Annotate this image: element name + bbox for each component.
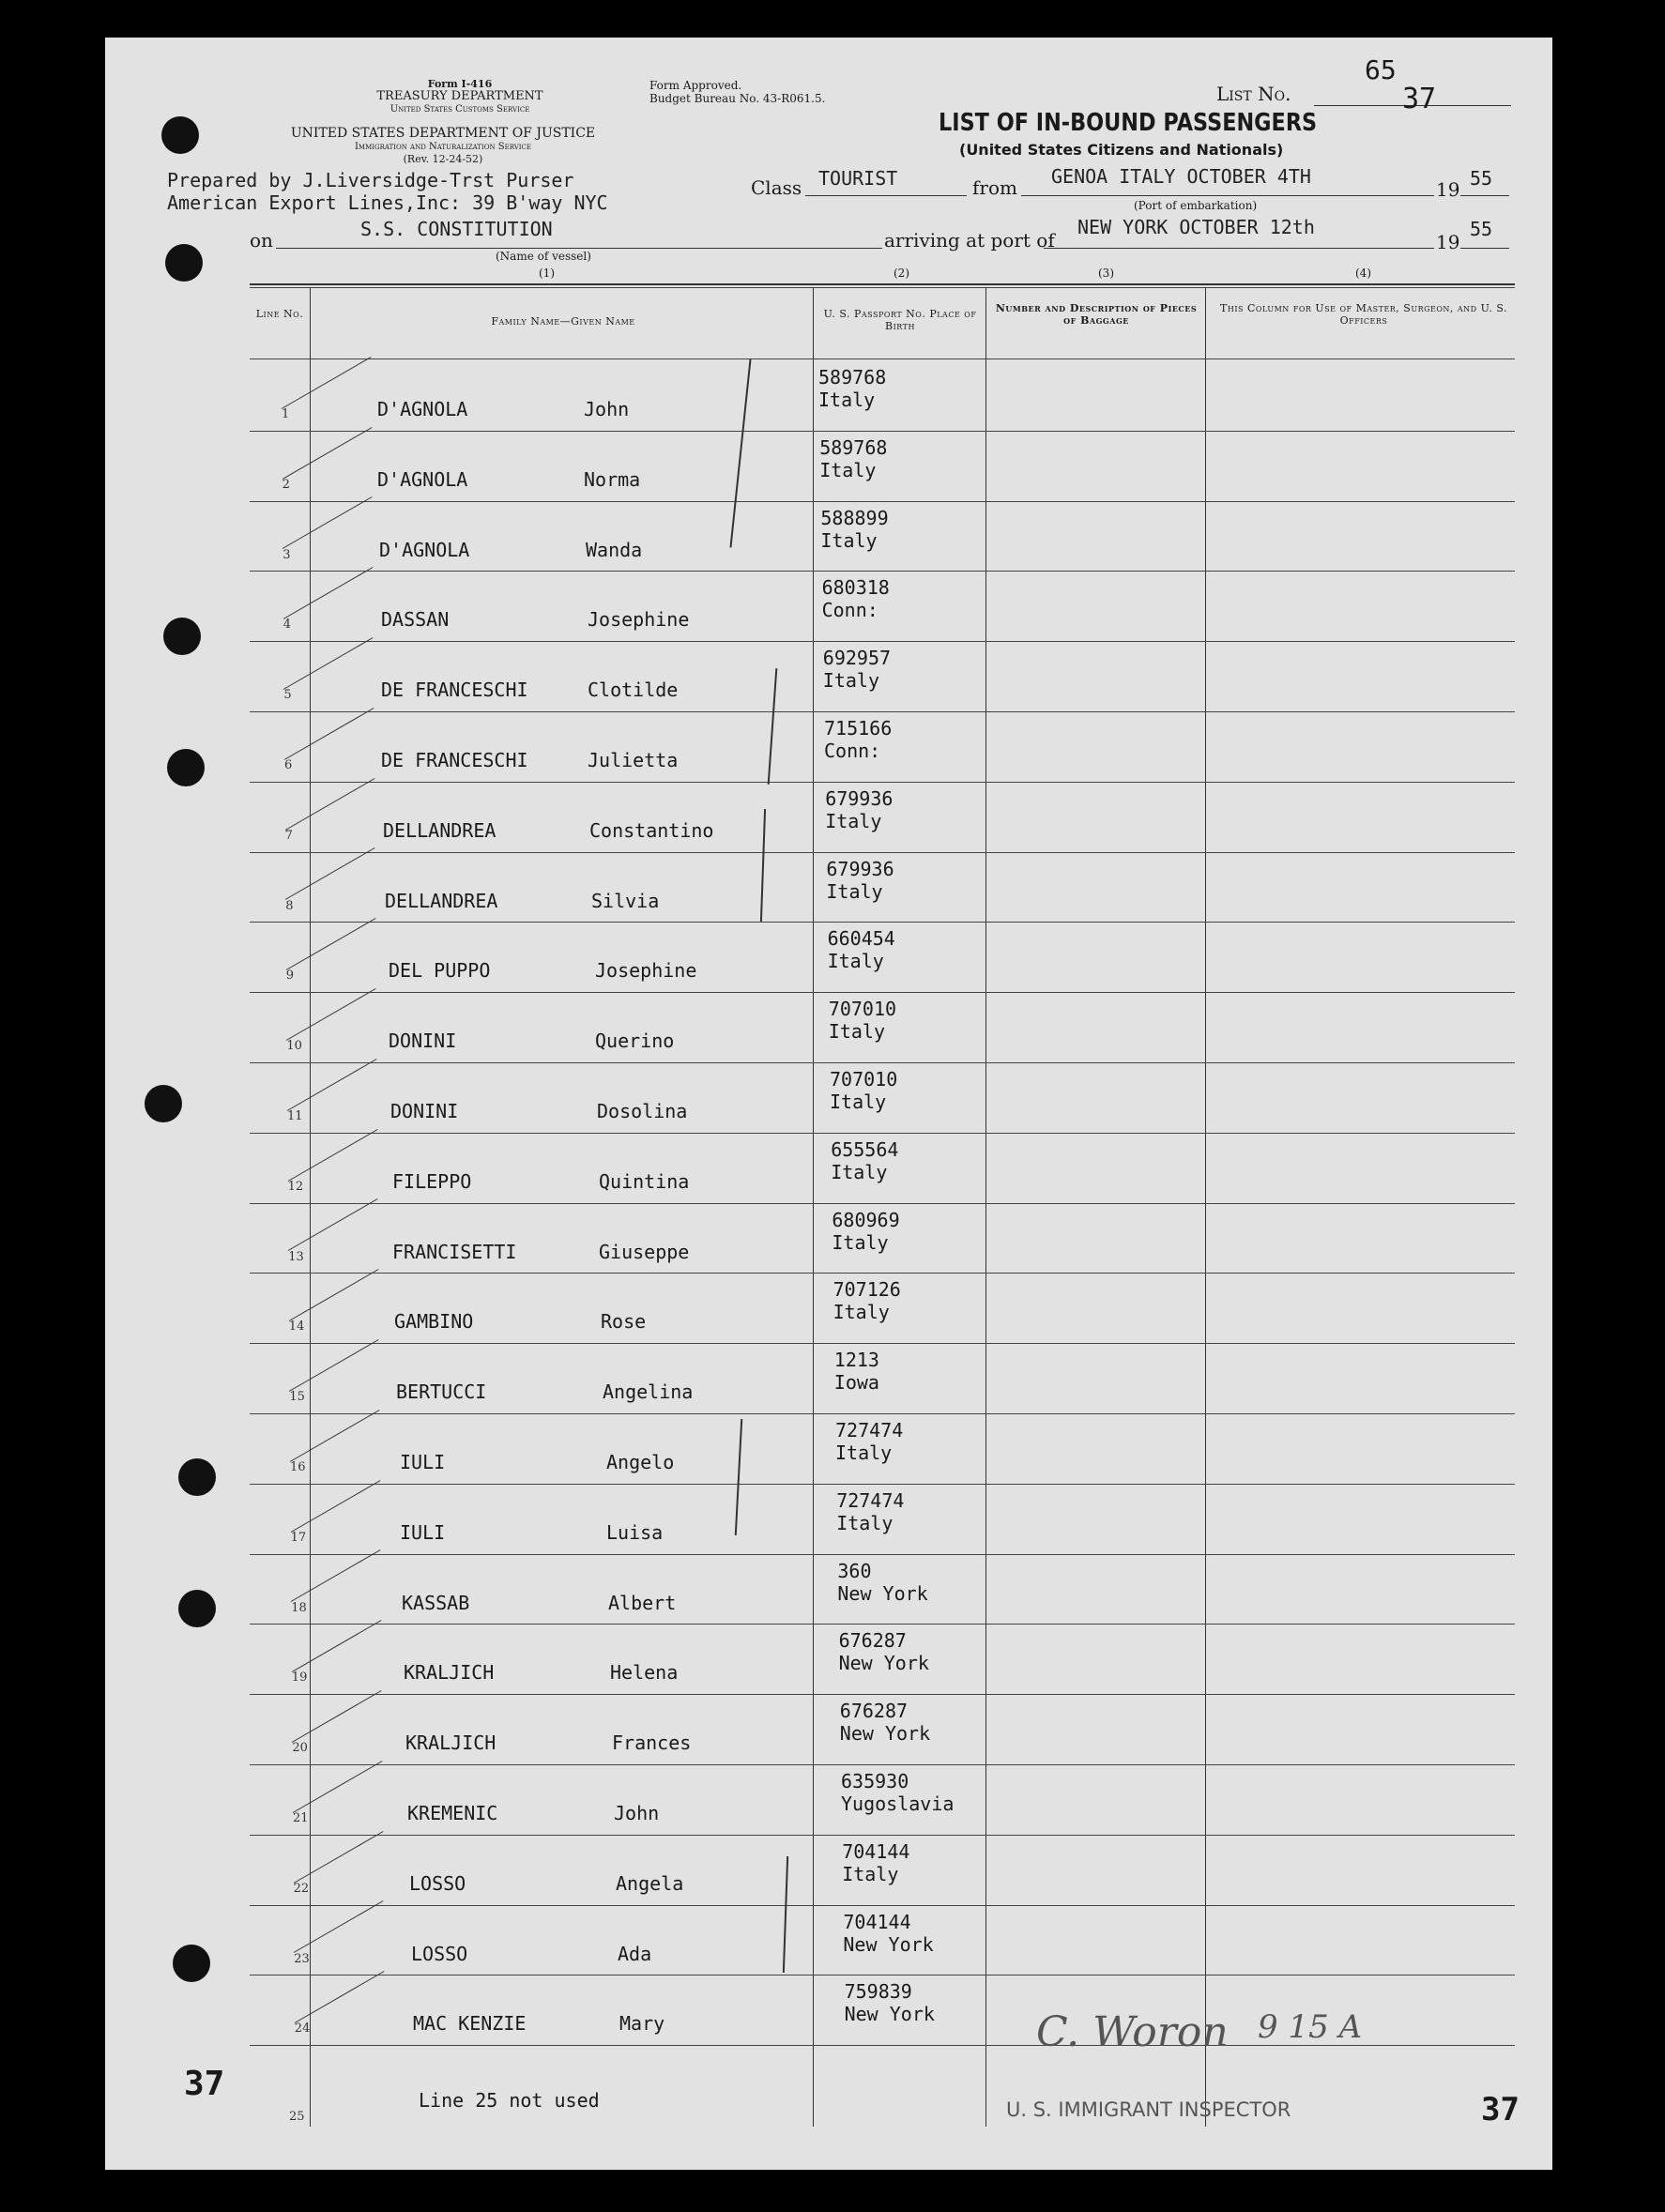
row-rule	[250, 1413, 1515, 1414]
line-number: 5	[283, 688, 292, 703]
line-number: 6	[284, 758, 293, 772]
given-name: Angelina	[603, 1381, 694, 1404]
given-name: Giuseppe	[599, 1240, 690, 1263]
row-rule	[250, 641, 1515, 642]
table-row	[0, 433, 1447, 503]
table-row	[0, 1696, 1447, 1766]
page-title: LIST OF IN-BOUND PASSENGERS	[939, 109, 1318, 137]
family-name: LOSSO	[409, 1871, 466, 1895]
place-of-birth: New York	[839, 1722, 931, 1746]
row-rule	[250, 1203, 1515, 1204]
place-of-birth: Italy	[831, 1160, 888, 1183]
passport-number: 660454	[827, 927, 895, 951]
check-mark	[286, 988, 376, 1041]
table-row	[0, 1907, 1447, 1977]
line-number: 19	[291, 1670, 308, 1686]
row-rule	[250, 1554, 1515, 1555]
line-number: 24	[294, 2021, 311, 2037]
check-mark	[294, 1900, 384, 1953]
line-number: 20	[292, 1741, 308, 1756]
table-row	[0, 643, 1447, 713]
inspector-caption: U. S. IMMIGRANT INSPECTOR	[1006, 2098, 1291, 2121]
given-name: Ada	[618, 1942, 652, 1965]
row-rule	[250, 1694, 1515, 1695]
check-mark	[282, 357, 372, 409]
place-of-birth: New York	[838, 1652, 929, 1675]
line-number: 3	[283, 547, 291, 562]
list-no-label: List No.	[1216, 83, 1291, 105]
col2-number: (2)	[894, 267, 909, 280]
place-of-birth: Italy	[836, 1511, 894, 1534]
place-of-birth: Italy	[835, 1442, 893, 1464]
col-passport: U. S. Passport No. Place of Birth	[823, 308, 977, 332]
table-row	[0, 1766, 1447, 1837]
given-name: John	[584, 398, 630, 420]
given-name: Albert	[608, 1591, 677, 1614]
row-rule	[250, 1343, 1515, 1344]
given-name: Luisa	[606, 1520, 664, 1544]
given-name: Norma	[584, 467, 641, 491]
check-mark	[289, 1269, 379, 1321]
place-of-birth: Italy	[818, 389, 876, 411]
given-name: Quintina	[599, 1169, 690, 1193]
passport-number: 676287	[838, 1629, 907, 1653]
prepared-by: Prepared by J.Liversidge-Trst Purser	[167, 169, 574, 191]
ins-service: Immigration and Naturalization Service	[354, 142, 532, 152]
row-rule	[250, 1905, 1515, 1906]
check-mark	[289, 1339, 379, 1392]
passport-number: 1213	[833, 1349, 879, 1372]
passport-number: 707010	[828, 998, 897, 1021]
given-name: Constantino	[589, 818, 714, 842]
col-officers: This Column for Use of Master, Surgeon, and U. S. Officers	[1220, 302, 1507, 327]
class-value: TOURIST	[818, 167, 898, 190]
family-name: FILEPPO	[392, 1169, 472, 1193]
given-name: Helena	[610, 1661, 679, 1685]
table-row	[0, 1837, 1447, 1907]
list-no-handwritten: 65	[1365, 54, 1397, 85]
port-embarkation-caption: (Port of embarkation)	[1134, 199, 1258, 212]
passport-number: 704144	[842, 1839, 910, 1863]
table-row	[0, 1486, 1447, 1556]
given-name: Frances	[612, 1731, 692, 1755]
row-rule	[250, 571, 1515, 572]
row-rule	[250, 1624, 1515, 1625]
row-rule	[250, 1484, 1515, 1485]
page-number-left: 37	[184, 2065, 225, 2103]
passport-number: 692957	[822, 647, 892, 670]
passport-number: 680969	[832, 1208, 900, 1231]
col3-number: (3)	[1098, 267, 1114, 280]
check-mark	[291, 1549, 381, 1602]
table-row	[0, 503, 1447, 573]
page-subtitle: (United States Citizens and Nationals)	[959, 141, 1284, 159]
stamp-mark: 9 15 A	[1258, 2008, 1363, 2046]
family-name: DELLANDREA	[383, 818, 496, 842]
binder-hole	[161, 116, 199, 154]
line-number: 17	[290, 1530, 307, 1545]
place-of-birth: Italy	[842, 1862, 899, 1885]
place-of-birth: Conn:	[824, 740, 881, 762]
family-name: IULI	[400, 1520, 446, 1544]
arrival-value: NEW YORK OCTOBER 12th	[1077, 216, 1315, 238]
place-of-birth: Italy	[825, 809, 882, 832]
place-of-birth: Iowa	[833, 1371, 879, 1395]
customs-service: United States Customs Service	[390, 104, 530, 114]
table-row	[0, 1556, 1447, 1626]
passport-number: 727474	[835, 1419, 904, 1442]
company-address: American Export Lines,Inc: 39 B'way NYC	[167, 191, 608, 214]
place-of-birth: Italy	[826, 879, 883, 903]
place-of-birth: New York	[844, 2003, 935, 2026]
from-label: from	[972, 176, 1017, 199]
table-row	[0, 923, 1447, 994]
justice-dept: UNITED STATES DEPARTMENT OF JUSTICE	[290, 126, 596, 141]
vessel-caption: (Name of vessel)	[496, 250, 591, 263]
check-mark	[287, 1129, 377, 1182]
line-number: 2	[282, 477, 290, 492]
check-mark	[284, 708, 374, 760]
family-name: MAC KENZIE	[413, 2012, 527, 2036]
passport-number: 707010	[830, 1068, 898, 1091]
row-rule	[250, 852, 1515, 853]
form-number: Form I-416	[427, 78, 493, 90]
family-name: DE FRANCESCHI	[381, 679, 528, 702]
treasury-dept: TREASURY DEPARTMENT	[376, 89, 543, 103]
year-value-2: 55	[1470, 218, 1493, 240]
table-row	[0, 1064, 1447, 1135]
row-rule	[250, 992, 1515, 993]
line-number: 8	[285, 898, 294, 913]
family-name: D'AGNOLA	[377, 398, 468, 420]
col1-number: (1)	[539, 267, 555, 280]
passport-number: 759839	[844, 1980, 912, 2004]
place-of-birth: Yugoslavia	[841, 1792, 955, 1815]
row-rule	[250, 501, 1515, 502]
arriving-label: arriving at port of	[884, 229, 1055, 252]
line-number: 11	[287, 1109, 303, 1123]
passport-number: 704144	[843, 1910, 911, 1933]
passport-number: 676287	[839, 1700, 909, 1723]
place-of-birth: New York	[837, 1581, 928, 1605]
check-mark	[283, 567, 374, 619]
page-number-right: 37	[1481, 2091, 1520, 2128]
given-name: Silvia	[591, 889, 660, 912]
given-name: Josephine	[588, 608, 690, 632]
family-name: FRANCISETTI	[392, 1240, 517, 1263]
row-rule	[250, 922, 1515, 923]
line-number: 7	[284, 828, 293, 843]
line-number: 4	[283, 618, 292, 633]
table-row	[0, 1415, 1447, 1486]
line-number: 9	[285, 969, 295, 984]
place-of-birth: New York	[843, 1932, 934, 1956]
place-of-birth: Italy	[830, 1091, 887, 1113]
line-number: 13	[288, 1249, 304, 1264]
table-row	[0, 1976, 1447, 2047]
passport-number: 360	[837, 1559, 872, 1582]
col4-number: (4)	[1355, 267, 1371, 280]
family-name: LOSSO	[411, 1942, 468, 1965]
row-rule	[250, 711, 1515, 712]
row-rule	[250, 1273, 1515, 1274]
revision: (Rev. 12-24-52)	[403, 153, 483, 165]
check-mark	[283, 496, 373, 549]
check-mark	[286, 918, 376, 970]
budget-bureau: Budget Bureau No. 43-R061.5.	[649, 92, 826, 105]
line-number: 25	[289, 2110, 305, 2124]
table-row	[0, 713, 1447, 784]
given-name: Mary	[619, 2012, 665, 2036]
year-value-1: 55	[1470, 167, 1493, 190]
table-row	[0, 572, 1447, 643]
passport-number: 707126	[832, 1278, 901, 1302]
check-mark	[293, 1831, 383, 1884]
table-row	[0, 1205, 1447, 1275]
check-mark	[288, 1198, 378, 1251]
family-name: DASSAN	[381, 608, 450, 632]
passport-number: 679936	[825, 786, 894, 810]
line-number: 14	[288, 1320, 305, 1335]
place-of-birth: Italy	[819, 458, 877, 481]
given-name: Querino	[595, 1030, 675, 1053]
table-row	[0, 1274, 1447, 1345]
place-of-birth: Italy	[827, 950, 884, 973]
family-name: KRALJICH	[404, 1661, 495, 1685]
place-of-birth: Italy	[832, 1301, 890, 1324]
passport-number: 655564	[831, 1137, 899, 1161]
col-name: Family Name—Given Name	[491, 315, 635, 328]
table-row	[0, 362, 1447, 433]
check-mark	[292, 1620, 382, 1672]
year-prefix-2: 19	[1436, 231, 1460, 253]
line-25-note: Line 25 not used	[419, 2089, 600, 2112]
given-name: Rose	[601, 1310, 647, 1334]
passport-number: 715166	[824, 717, 893, 740]
family-name: IULI	[400, 1451, 446, 1473]
check-mark	[284, 778, 374, 831]
row-rule	[250, 1133, 1515, 1134]
embarkation-value: GENOA ITALY OCTOBER 4TH	[1051, 165, 1311, 188]
family-name: KRALJICH	[405, 1731, 496, 1755]
family-name: DEL PUPPO	[389, 959, 491, 983]
check-mark	[293, 1761, 383, 1813]
table-row	[0, 1625, 1447, 1696]
passport-number: 589768	[818, 366, 887, 389]
given-name: Clotilde	[588, 679, 679, 702]
row-rule	[250, 1835, 1515, 1836]
check-mark	[282, 427, 372, 480]
row-rule	[250, 1975, 1515, 1976]
check-mark	[287, 1059, 377, 1111]
row-rule	[250, 1764, 1515, 1765]
line-number: 15	[289, 1390, 305, 1405]
family-name: KREMENIC	[407, 1802, 498, 1824]
family-name: KASSAB	[402, 1591, 470, 1614]
check-mark	[285, 847, 375, 900]
place-of-birth: Conn:	[821, 599, 878, 622]
given-name: Angela	[616, 1871, 684, 1895]
line-number: 18	[291, 1600, 307, 1615]
family-name: D'AGNOLA	[379, 538, 470, 561]
table-row	[0, 1135, 1447, 1205]
passport-number: 679936	[826, 857, 894, 880]
family-name: DELLANDREA	[385, 889, 498, 912]
line-number: 23	[294, 1951, 310, 1966]
line-number: 16	[290, 1460, 306, 1474]
line-number: 10	[286, 1039, 302, 1054]
passport-number: 635930	[841, 1770, 909, 1792]
table-row	[0, 1345, 1447, 1415]
list-no-value: 37	[1402, 83, 1437, 115]
passport-number: 589768	[819, 435, 888, 459]
family-name: GAMBINO	[394, 1310, 474, 1334]
line-number: 22	[293, 1881, 310, 1896]
given-name: John	[614, 1802, 660, 1824]
col-baggage: Number and Description of Pieces of Baggage	[995, 302, 1198, 327]
place-of-birth: Italy	[822, 669, 880, 693]
inspector-signature: C. Woron	[1036, 2008, 1229, 2056]
family-name: D'AGNOLA	[377, 467, 468, 491]
given-name: Julietta	[588, 749, 679, 771]
check-mark	[283, 637, 374, 690]
place-of-birth: Italy	[828, 1020, 886, 1044]
family-name: DONINI	[390, 1100, 459, 1122]
passport-number: 588899	[820, 506, 889, 529]
given-name: Angelo	[606, 1451, 675, 1473]
check-mark	[290, 1480, 380, 1533]
family-name: BERTUCCI	[396, 1381, 487, 1404]
vessel-name: S.S. CONSTITUTION	[360, 218, 553, 240]
row-rule	[250, 782, 1515, 783]
check-mark	[295, 1971, 385, 2023]
line-number: 12	[287, 1179, 304, 1194]
year-prefix-1: 19	[1436, 178, 1460, 201]
family-name: DONINI	[389, 1030, 457, 1053]
on-label: on	[250, 229, 273, 252]
family-name: DE FRANCESCHI	[381, 749, 528, 771]
col-line-no: Line No.	[255, 308, 304, 320]
table-row	[0, 854, 1447, 924]
table-row	[0, 994, 1447, 1064]
binder-hole	[165, 244, 203, 282]
row-rule	[250, 1062, 1515, 1063]
table-row	[0, 784, 1447, 854]
given-name: Wanda	[586, 538, 643, 561]
check-mark	[290, 1410, 380, 1462]
line-number: 21	[293, 1811, 309, 1825]
given-name: Josephine	[595, 959, 697, 983]
passport-number: 727474	[836, 1488, 905, 1512]
given-name: Dosolina	[597, 1100, 688, 1122]
passport-number: 680318	[821, 576, 890, 600]
check-mark	[292, 1690, 382, 1743]
form-approved: Form Approved.	[649, 79, 742, 92]
class-label: Class	[751, 176, 802, 199]
place-of-birth: Italy	[832, 1230, 889, 1254]
row-rule	[250, 431, 1515, 432]
place-of-birth: Italy	[820, 528, 878, 552]
line-number: 1	[282, 407, 290, 421]
